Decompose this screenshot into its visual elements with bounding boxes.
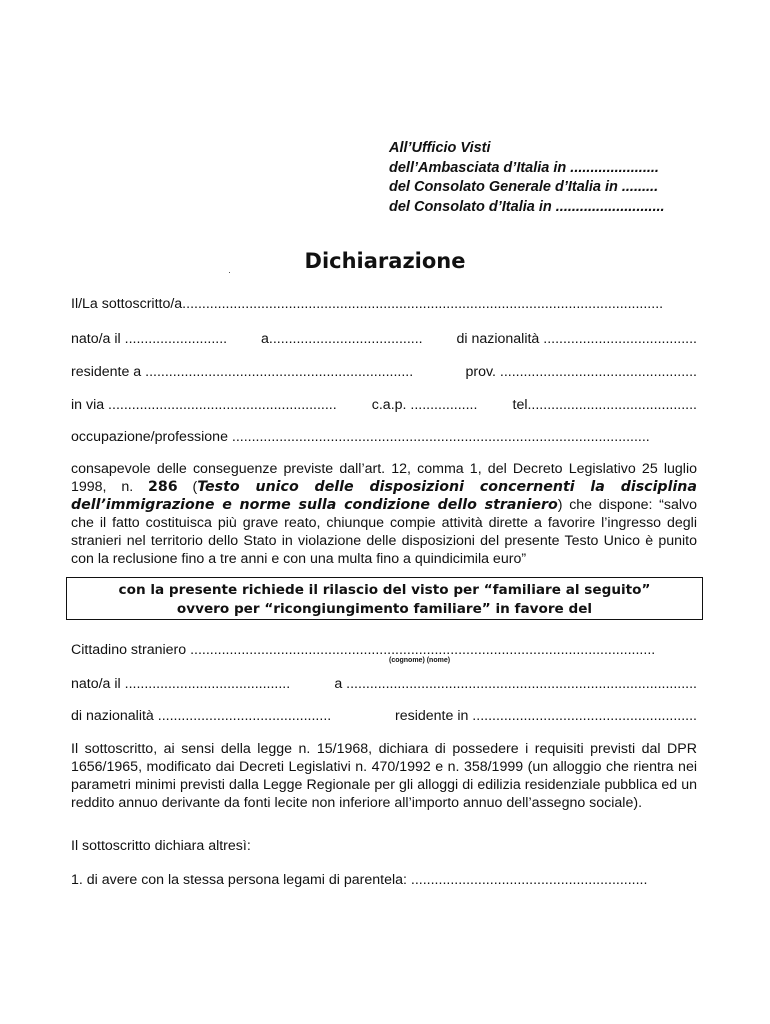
foreign-birth-date-field[interactable]: nato/a il .......................................... <box>71 676 291 692</box>
consapevole-text-2: ( <box>177 479 198 495</box>
province-field[interactable]: prov. .................................................. <box>465 364 697 380</box>
requisiti-paragraph: Il sottoscritto, ai sensi della legge n. 15/1968, dichiara di possedere i requisiti previsti dal DPR 1656/1965, modificato dai Decreti Legislativi n. 470/1992 e n. 358/1999 (un alloggio che rientra nei parametri minimi previsti dalla Legge Regionale per gli alloggi di edilizia residenziale pubblica ed un reddito annuo derivante da fonti lecite non inferiore all’importo annuo dell’assegno sociale). <box>71 741 697 811</box>
altresi-text: Il sottoscritto dichiara altresì: <box>71 838 251 854</box>
residence-field[interactable]: residente a .................................................................... <box>71 364 414 380</box>
consapevole-text-1: consapevole delle conseguenze previste dall’art. 12, comma 1, del Decreto Legislativo 25 luglio 1998, n. <box>71 461 697 495</box>
stray-mark <box>229 272 230 273</box>
consapevole-text-3: ) che dispone: “salvo che il fatto costituisca più grave reato, chiunque compie attività dirette a favorire l’ingresso degli stranieri nel territorio dello Stato in violazione delle disposizioni del presente Testo Unico è punito con la reclusione fino a tre anni e con una multa fino a quindicimila euro” <box>71 497 697 567</box>
cap-field[interactable]: c.a.p. ................. <box>371 397 478 413</box>
residence-row <box>71 364 697 380</box>
address-line-2: dell’Ambasciata d’Italia in ...................... <box>389 159 659 176</box>
name-caption: (cognome) (nome) <box>389 657 451 664</box>
recipient-address <box>389 139 665 217</box>
birth-place-field[interactable]: a....................................... <box>261 331 423 347</box>
request-line-2: ovvero per “ricongiungimento familiare” in favore del <box>176 601 593 617</box>
address-line-3: del Consolato Generale d’Italia in ......... <box>389 179 659 195</box>
street-field[interactable]: in via .......................................................... <box>71 397 337 413</box>
request-line-1: con la presente richiede il rilascio del visto per “familiare al seguito” <box>118 582 651 598</box>
nationality-field[interactable]: di nazionalità ....................................... <box>456 331 697 347</box>
address-line-4: del Consolato d’Italia in ........................... <box>389 198 665 215</box>
document-title: Dichiarazione <box>304 249 466 273</box>
foreign-nationality-field[interactable]: di nazionalità ............................................ <box>71 708 332 724</box>
address-line-1: All’Ufficio Visti <box>389 140 491 156</box>
address-row <box>71 397 697 413</box>
occupation-field[interactable]: occupazione/professione .......................................................................................................... <box>71 429 650 445</box>
foreign-birth-place-field[interactable]: a ......................................................................................... <box>334 676 697 692</box>
consapevole-paragraph <box>71 460 697 568</box>
foreign-nationality-row <box>71 708 697 724</box>
birth-date-field[interactable]: nato/a il .......................... <box>71 331 228 347</box>
foreign-citizen-field[interactable]: Cittadino straniero ...................................................................................................................... <box>71 642 656 658</box>
sottoscritto-field[interactable]: Il/La sottoscritto/a.......................................................................................................................... <box>71 296 664 312</box>
decree-title: Testo unico delle disposizioni concernenti la disciplina dell’immigrazione e norme sulla condizione dello straniero <box>71 479 697 513</box>
phone-field[interactable]: tel........................................... <box>512 397 697 413</box>
kinship-field[interactable]: 1. di avere con la stessa persona legami di parentela: ............................................................ <box>71 872 648 888</box>
decree-number: 286 <box>148 479 178 495</box>
foreign-residence-field[interactable]: residente in ......................................................... <box>395 708 697 724</box>
birth-row <box>71 331 697 347</box>
request-box <box>66 577 703 620</box>
foreign-birth-row <box>71 676 697 692</box>
